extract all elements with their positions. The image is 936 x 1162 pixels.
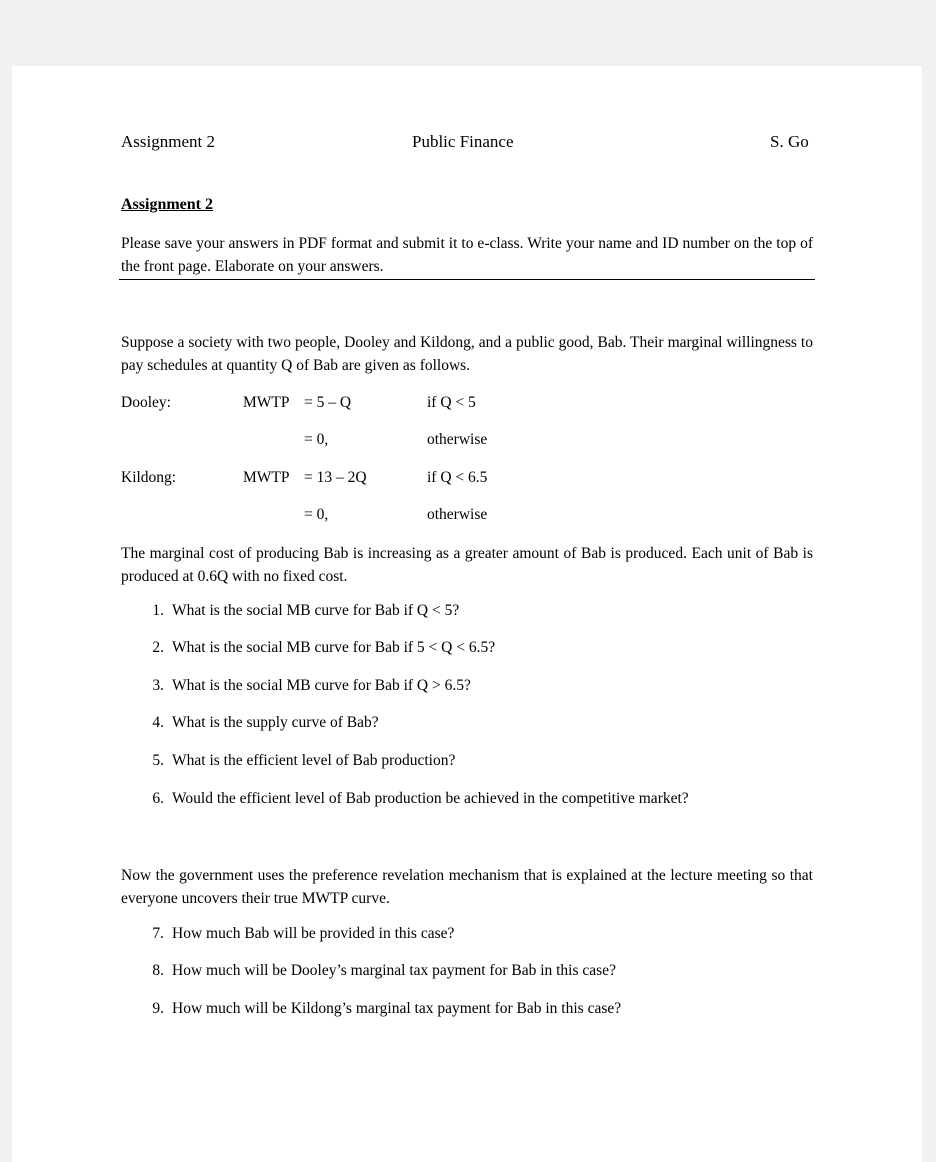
question-number: 5. — [152, 752, 164, 769]
header-left: Assignment 2 — [121, 132, 215, 151]
dooley-equation-2: = 0, — [304, 431, 329, 448]
document-page — [12, 66, 922, 1162]
question-number: 1. — [152, 602, 164, 619]
dooley-condition-1: if Q < 5 — [427, 394, 476, 411]
question-text: What is the supply curve of Bab? — [172, 714, 379, 731]
question-text: How much will be Kildong’s marginal tax payment for Bab in this case? — [172, 1000, 622, 1017]
header-center: Public Finance — [412, 132, 514, 151]
question-number: 6. — [152, 790, 164, 807]
question-number: 7. — [152, 925, 164, 942]
dooley-equation-1: = 5 – Q — [304, 394, 352, 411]
dooley-name: Dooley: — [121, 394, 171, 411]
divider-line — [119, 279, 815, 280]
question-text: How much will be Dooley’s marginal tax payment for Bab in this case? — [172, 962, 616, 979]
question-text: How much Bab will be provided in this case? — [172, 925, 455, 942]
assignment-title: Assignment 2 — [121, 196, 214, 213]
dooley-mwtp-label: MWTP — [243, 394, 290, 411]
question-text: What is the social MB curve for Bab if Q < 5? — [172, 602, 460, 619]
kildong-equation-2: = 0, — [304, 506, 329, 523]
question-number: 8. — [152, 962, 164, 979]
header-right: S. Go — [770, 132, 809, 151]
cost-paragraph: The marginal cost of producing Bab is increasing as a greater amount of Bab is produced. Each unit of Bab is produced at 0.6Q with no fixed cost. — [121, 545, 813, 585]
intro-paragraph: Suppose a society with two people, Dooley and Kildong, and a public good, Bab. Their marginal willingness to pay schedules at quantity Q of Bab are given as follows. — [121, 334, 813, 374]
kildong-equation-1: = 13 – 2Q — [304, 469, 367, 486]
question-text: What is the social MB curve for Bab if Q > 6.5? — [172, 677, 471, 694]
question-number: 9. — [152, 1000, 164, 1017]
mechanism-paragraph: Now the government uses the preference revelation mechanism that is explained at the lecture meeting so that everyone uncovers their true MWTP curve. — [121, 867, 813, 907]
kildong-name: Kildong: — [121, 469, 177, 486]
kildong-mwtp-label: MWTP — [243, 469, 290, 486]
question-number: 4. — [152, 714, 164, 731]
dooley-condition-2: otherwise — [427, 431, 488, 448]
instructions-paragraph: Please save your answers in PDF format and submit it to e-class. Write your name and ID number on the top of the front page. Elaborate on your answers. — [121, 235, 813, 275]
question-text: What is the social MB curve for Bab if 5 < Q < 6.5? — [172, 639, 496, 656]
kildong-condition-2: otherwise — [427, 506, 488, 523]
question-text: What is the efficient level of Bab production? — [172, 752, 456, 769]
kildong-condition-1: if Q < 6.5 — [427, 469, 488, 486]
question-number: 2. — [152, 639, 164, 656]
question-number: 3. — [152, 677, 164, 694]
question-text: Would the efficient level of Bab production be achieved in the competitive market? — [172, 790, 689, 807]
